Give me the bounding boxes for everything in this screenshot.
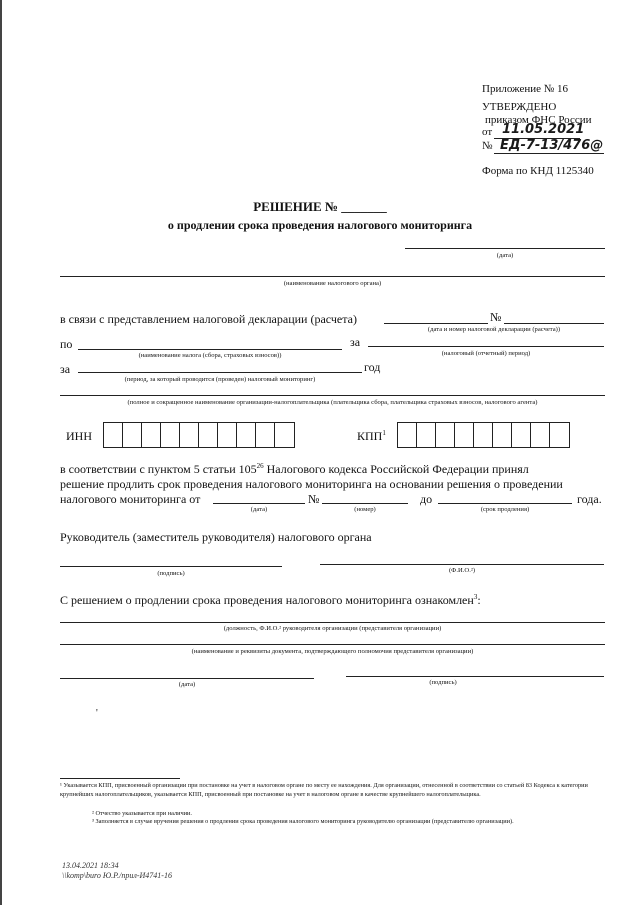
tax-authority-caption: (наименование налогового органа) [283,280,382,287]
footnote-2: ² Отчество указывается при наличии. [92,810,192,817]
appendix-label: Приложение № 16 [482,83,569,95]
head-label: Руководитель (заместитель руководителя) налогового органа [60,530,372,544]
declaration-number-line [504,323,604,324]
order-date-prefix: от [482,126,493,138]
order-number-value: ЕД-7-13/476@ [500,138,604,153]
period-label: за [350,335,361,349]
acq-signature-line [346,676,604,677]
tax-name-line [78,349,342,350]
order-number-prefix: № [482,140,493,152]
order-number-line [494,153,604,154]
order-label: приказом ФНС России [485,114,592,126]
head-signature-line [60,566,282,567]
extension-line [438,503,572,504]
order-date-value: 11.05.2021 [502,122,585,137]
print-stamp-line-2: \\komp\buro Ю.Р./прил-И4741-16 [62,871,172,880]
year-label: год [364,360,381,374]
declaration-text: в связи с представлением налоговой декларации (расчета) [60,312,357,326]
kpp-cells[interactable] [397,422,570,448]
footnote-1: ¹ Указывается КПП, присвоенный организации при постановке на учет в налоговом органе по месту ее нахождения. Для организации, отнесенной в соответствии со статьей 83 Кодекса к категории крупнейших налогоплательщиков, указывается КПП, присвоенный при постановке на учет в налоговом органе в качестве крупнейшего налогоплательщика. [60,782,588,798]
tax-authority-line [60,276,605,277]
tax-period-caption: (налоговый (отчетный) период) [441,350,531,357]
acq-date-line [60,678,314,679]
form-code-label: Форма по КНД 1125340 [482,165,594,177]
tax-name-caption: (наименование налога (сбора, страховых взносов)) [138,352,282,359]
year-end-label: года. [577,492,602,506]
acq-signature-caption: (подпись) [429,679,457,686]
until-label: до [420,492,433,506]
document-title: РЕШЕНИЕ № _______ [253,199,387,214]
monitoring-period-line [78,372,362,373]
position-line [60,622,605,623]
paragraph-line-1: в соответствии с пунктом 5 статьи $105^{26}$ Налогового кодекса Российской Федерации принял [60,462,529,476]
inn-cells[interactable] [103,422,295,448]
extension-caption: (срок продления) [480,506,530,513]
footnote-3: ³ Заполняется в случае вручения решения о продлении срока проведения налогового мониторинга руководителю организации (представителю организации). [92,818,514,825]
stray-mark: ' [96,708,98,719]
head-fio-line [320,564,604,565]
tax-period-line [368,346,604,347]
paragraph-line-2: решение продлить срок проведения налогового мониторинга на основании решения о проведении [60,477,563,491]
document-subtitle: о продлении срока проведения налогового мониторинга [167,218,473,232]
declaration-caption: (дата и номер налоговой декларации (расчета)) [427,326,561,333]
date-caption: (дата) [496,252,514,259]
acquainted-label: С решением о продлении срока проведения налогового мониторинга ознакомлен$^3$: [60,593,481,607]
declaration-number-sign: № [490,310,502,324]
date-line [405,248,605,249]
organization-caption: (полное и сокращенное наименование организации-налогоплательщика (плательщика сбора, плательщика страховых взносов, налогового агента) [127,399,538,406]
head-fio-caption: (Ф.И.О.²) [448,567,476,574]
decision-number-line [322,503,408,504]
decision-date-caption: (дата) [250,506,268,513]
declaration-date-line [384,323,488,324]
organization-line [60,395,605,396]
head-signature-caption: (подпись) [157,570,185,577]
footnote-separator [60,778,180,779]
page-edge [0,0,2,905]
tax-label: по [60,337,73,351]
document-line [60,644,605,645]
kpp-label: КПП$^1$ [357,429,386,443]
paragraph-line-3: налогового мониторинга от [60,492,201,506]
decision-date-line [213,503,305,504]
document-caption: (наименование и реквизиты документа, подтверждающего полномочия представителя организации) [191,648,474,655]
decision-number-caption: (номер) [354,506,376,513]
monitoring-period-caption: (период, за который проводится (проведен) налоговый мониторинг) [124,376,316,383]
approved-label: УТВЕРЖДЕНО [482,101,557,113]
acq-date-caption: (дата) [178,681,196,688]
decision-number-sign: № [308,492,320,506]
print-stamp-line-1: 13.04.2021 18:34 [62,861,119,870]
position-caption: (должность, Ф.И.О.² руководителя организации (представителя организации) [223,625,442,632]
inn-label: ИНН [66,429,92,443]
monitoring-period-label: за [60,362,71,376]
